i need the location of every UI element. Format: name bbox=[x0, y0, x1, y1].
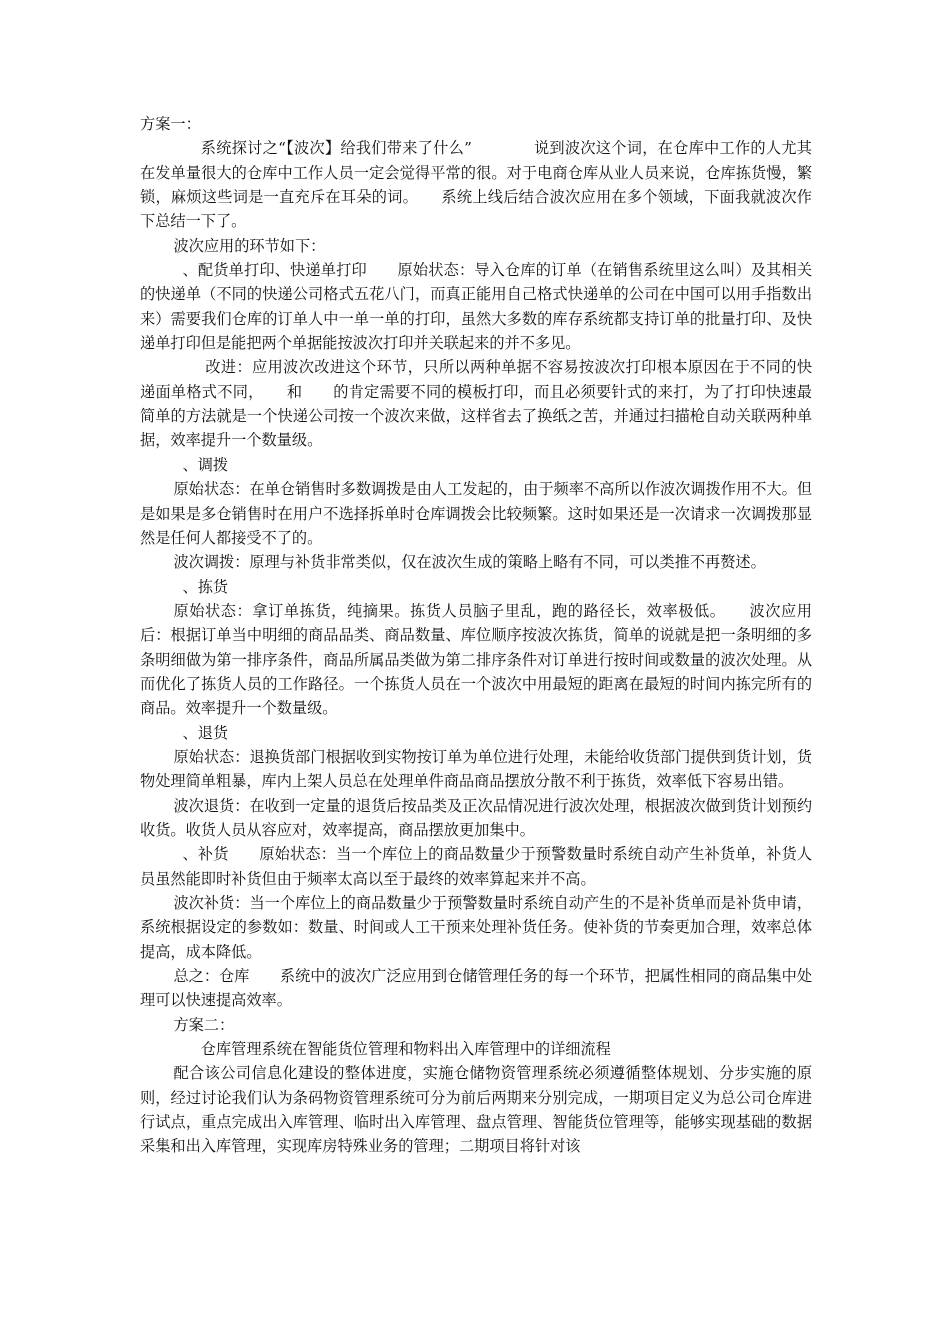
paragraph-plan-two-body: 配合该公司信息化建设的整体进度，实施仓储物资管理系统必须遵循整体规划、分步实施的原则，经过讨论我们认为条码物资管理系统可分为前后两期来分别完成，一期项目定义为总公司仓库进行试点，重点完成出入库管理、临时出入库管理、盘点管理、智能货位管理等，能够实现基础的数据采集和出入库管理，实现库房特殊业务的管理；二期项目将针对该 bbox=[140, 1064, 812, 1156]
paragraph-replenish-original: 、补货 原始状态：当一个库位上的商品数量少于预警数量时系统自动产生补货单，补货人员虽然能即时补货但由于频率太高以至于最终的效率算起来并不高。 bbox=[140, 845, 812, 888]
heading-transfer: 、调拨 bbox=[182, 455, 229, 474]
paragraph-print-original: 、配货单打印、快递单打印 原始状态：导入仓库的订单（在销售系统里这么叫）及其相关的快递单（不同的快递公司格式五花八门，而真正能用自己格式快递单的公司在中国可以用手指数出来）需要我们仓库的订单人中一单一单的打印，虽然大多数的库存系统都支持订单的批量打印、及快递单打印但是能把两个单据能按波次打印并关联起来的并不多见。 bbox=[140, 261, 812, 353]
paragraph-transfer-wave: 波次调拨：原理与补货非常类似，仅在波次生成的策略上略有不同，可以类推不再赘述。 bbox=[173, 553, 766, 572]
heading-plan-one: 方案一： bbox=[140, 115, 201, 133]
document-body bbox=[140, 112, 812, 1159]
paragraph-print-improve: 改进：应用波次改进这个环节，只所以两种单据不容易按波次打印根本原因在于不同的快递面单格式不同， 和 的肯定需要不同的模板打印，而且必须要针式的来打，为了打印快速最简单的方法就是一个快递公司按一个波次来做，这样省去了换纸之苦，并通过扫描枪自动关联两种单据，效率提升一个数量级。 bbox=[140, 358, 812, 450]
paragraph-picking: 原始状态：拿订单拣货，纯摘果。拣货人员脑子里乱，跑的路径长，效率极低。 波次应用后：根据订单当中明细的商品品类、商品数量、库位顺序按波次拣货，简单的说就是把一条明细的多条明细做为第一排序条件，商品所属品类做为第二排序条件对订单进行按时间或数量的波次处理。从而优化了拣货人员的工作路径。一个拣货人员在一个波次中用最短的距离在最短的时间内拣完所有的商品。效率提升一个数量级。 bbox=[140, 601, 812, 718]
subtitle-plan-two: 仓库管理系统在智能货位管理和物料出入库管理中的详细流程 bbox=[200, 1040, 611, 1059]
heading-picking: 、拣货 bbox=[182, 577, 229, 596]
paragraph-returns-original: 原始状态：退换货部门根据收到实物按订单为单位进行处理，未能给收货部门提供到货计划，货物处理简单粗暴，库内上架人员总在处理单件商品商品摆放分散不利于拣货，效率低下容易出错。 bbox=[140, 747, 812, 791]
paragraph-wave-stages: 波次应用的环节如下： bbox=[173, 236, 326, 255]
paragraph-wave-intro: 系统探讨之“【波次】给我们带来了什么” 说到波次这个词，在仓库中工作的人尤其在发单量很大的仓库中工作人员一定会觉得平常的很。对于电商仓库从业人员来说，仓库拣货慢，繁锁，麻烦这些词是一直充斥在耳朵的词。 系统上线后结合波次应用在多个领域，下面我就波次作下总结一下了。 bbox=[140, 139, 812, 231]
paragraph-transfer-original: 原始状态：在单仓销售时多数调拨是由人工发起的，由于频率不高所以作波次调拨作用不大。但是如果是多仓销售时在用户不选择拆单时仓库调拨会比较频繁。这时如果还是一次请求一次调拨那显然是任何人都接受不了的。 bbox=[140, 480, 812, 547]
paragraph-returns-wave: 波次退货：在收到一定量的退货后按品类及正次品情况进行波次处理，根据波次做到货计划预约收货。收货人员从容应对，效率提高，商品摆放更加集中。 bbox=[140, 796, 812, 839]
paragraph-replenish-wave: 波次补货：当一个库位上的商品数量少于预警数量时系统自动产生的不是补货单而是补货申请，系统根据设定的参数如：数量、时间或人工干预来处理补货任务。使补货的节奏更加合理，效率总体提高，成本降低。 bbox=[140, 894, 812, 961]
paragraph-summary: 总之：仓库 系统中的波次广泛应用到仓储管理任务的每一个环节，把属性相同的商品集中处理可以快速提高效率。 bbox=[140, 967, 812, 1010]
heading-plan-two: 方案二： bbox=[173, 1015, 235, 1034]
heading-returns: 、退货 bbox=[182, 723, 229, 742]
